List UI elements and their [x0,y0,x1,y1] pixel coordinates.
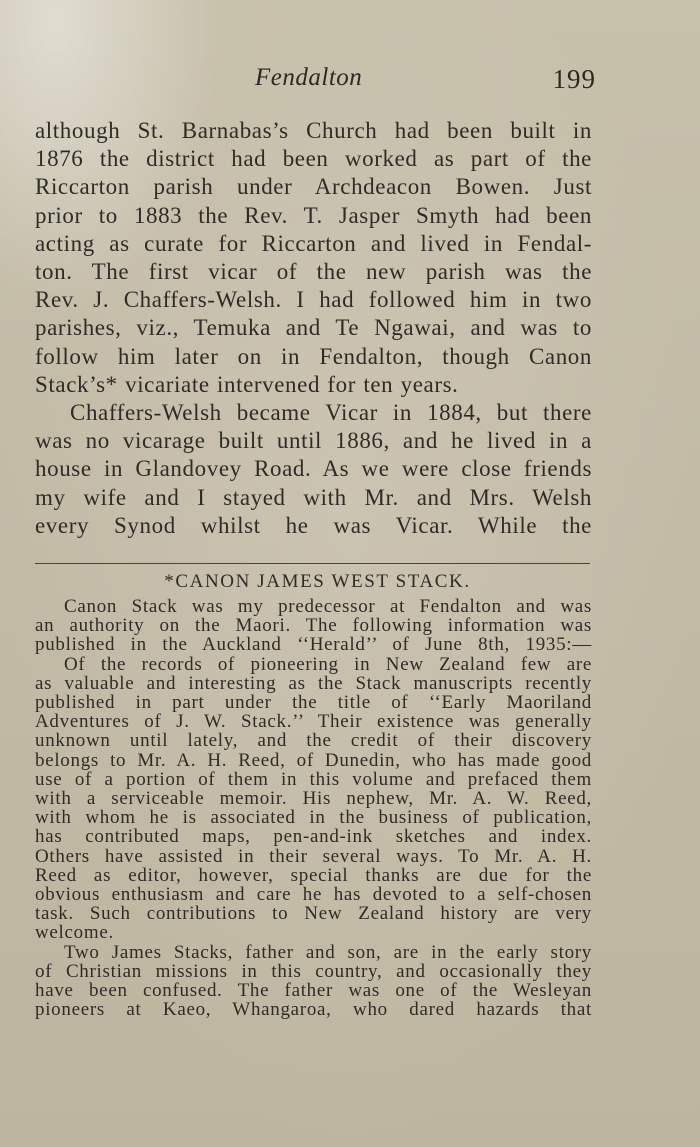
main-text [35,117,592,540]
footnote-line: Adventures of J. W. Stack.’’ Their existence was generally [35,711,592,733]
running-head [34,62,596,98]
footnote-line: Of the records of pioneering in New Zealand few are [64,653,592,675]
footnote-line: Reed as editor, however, special thanks are due for the [35,864,592,886]
footnote-line: published in the Auckland ‘‘Herald’’ of June 8th, 1935:— [35,634,592,656]
footnote-line: belongs to Mr. A. H. Reed, of Dunedin, who has made good [35,749,592,771]
text-line: my wife and I stayed with Mr. and Mrs. Welsh [35,484,592,510]
footnote-line: of Christian missions in this country, and occasionally they [35,960,592,982]
footnote-line: has contributed maps, pen-and-ink sketches and index. [35,826,592,848]
text-line: prior to 1883 the Rev. T. Jasper Smyth had been [35,202,592,228]
footnote-line: pioneers at Kaeo, Whangaroa, who dared hazards that [35,999,592,1021]
text-line: house in Glandovey Road. As we were close friends [35,456,592,482]
text-line: 1876 the district had been worked as part of the [35,146,592,172]
footnote-line: have been confused. The father was one of the Wesleyan [35,980,592,1002]
footnote-line: welcome. [35,922,114,944]
text-line: Riccarton parish under Archdeacon Bowen. Just [35,174,592,200]
page-number: 199 [552,64,596,94]
text-line: follow him later on in Fendalton, though Canon [35,343,592,369]
footnote [35,570,592,1019]
footnote-line: Canon Stack was my predecessor at Fendalton and was [64,596,592,617]
footnote-line: unknown until lately, and the credit of their discovery [35,730,592,752]
text-line: although St. Barnabas’s Church had been built in [35,118,592,143]
footnote-line: an authority on the Maori. The following information was [35,615,592,637]
text-line: parishes, viz., Temuka and Te Ngawai, and was to [35,315,592,341]
text-line: ton. The first vicar of the new parish was the [35,259,592,285]
footnote-line: with whom he is associated in the business of publication, [35,807,592,829]
text-line: was no vicarage built until 1886, and he lived in a [35,428,592,454]
text-line: acting as curate for Riccarton and lived in Fendal- [35,230,592,256]
text-line: every Synod whilst he was Vicar. While the [35,512,592,538]
running-title: Fendalton [255,64,363,91]
text-line: Rev. J. Chaffers-Welsh. I had followed him in two [35,287,592,313]
footnote-line: Others have assisted in their several ways. To Mr. A. H. [35,845,592,867]
footnote-line: Two James Stacks, father and son, are in the early story [64,941,592,963]
text-line: Chaffers-Welsh became Vicar in 1884, but there [70,400,592,426]
footnote-line: with a serviceable memoir. His nephew, Mr. A. W. Reed, [35,788,592,810]
footnote-line: published in part under the title of ‘‘Early Maoriland [35,692,592,714]
footnote-line: use of a portion of them in this volume and prefaced them [35,768,592,790]
footnote-divider [35,563,590,564]
footnote-line: obvious enthusiasm and care he has devoted to a self-chosen [35,884,592,906]
text-line: Stack’s* vicariate intervened for ten years. [35,371,459,397]
footnote-heading: *CANON JAMES WEST STACK. [164,571,471,592]
footnote-line: as valuable and interesting as the Stack manuscripts recently [35,672,592,694]
footnote-line: task. Such contributions to New Zealand history are very [35,903,592,925]
